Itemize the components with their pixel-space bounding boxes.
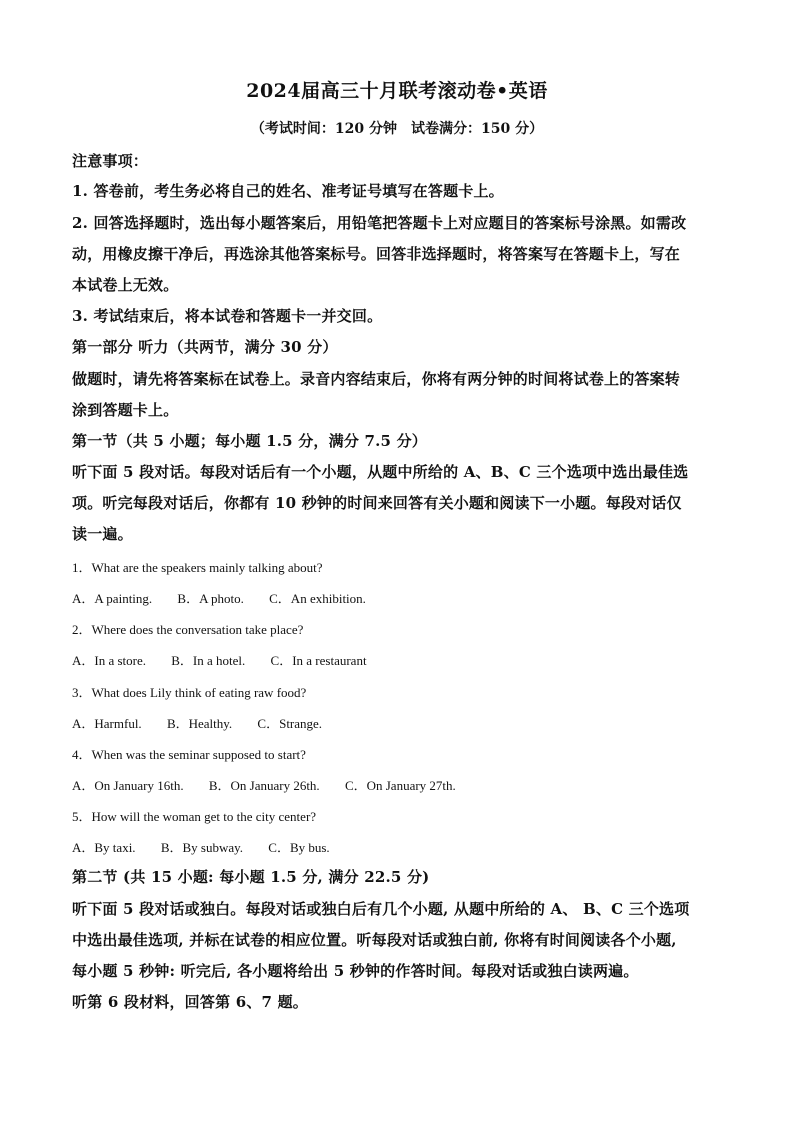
question-stem: 1．What are the speakers mainly talking about? [72,560,323,575]
question-stem: 4．When was the seminar supposed to start? [72,747,306,762]
notice-item-2-line-1: 2. 回答选择题时，选出每小题答案后，用铅笔把答题卡上对应题目的答案标号涂黑。如需改 [72,214,687,232]
question-options [72,713,732,732]
part1-intro-line-2: 涂到答题卡上。 [72,401,179,419]
notice-item-2-line-3: 本试卷上无效。 [72,276,179,294]
option-a: A．A painting. [72,591,153,606]
option-c: C．On January 27th. [344,778,456,793]
question-stem: 5．How will the woman get to the city center? [72,809,317,824]
option-b: B．In a hotel. [171,653,246,668]
exam-subtitle: （考试时间：120 分钟 试卷满分：150 分） [250,121,544,137]
option-b: B．Healthy. [166,716,233,731]
notice-item-3: 3. 考试结束后，将本试卷和答题卡一并交回。 [72,307,383,325]
section2-material: 听第 6 段材料，回答第 6、7 题。 [72,993,309,1011]
question-options [72,588,732,607]
notice-heading: 注意事项： [72,152,149,170]
section2-heading: 第二节 (共 15 小题: 每小题 1.5 分, 满分 22.5 分) [72,868,430,886]
option-b: B．By subway. [160,840,244,855]
option-b: B．On January 26th. [208,778,320,793]
notice-item-2-line-2: 动，用橡皮擦干净后，再选涂其他答案标号。回答非选择题时，将答案写在答题卡上，写在 [72,245,681,263]
section2-intro-line-3: 每小题 5 秒钟: 听完后, 各小题将给出 5 秒钟的作答时间。每段对话或独白读两遍。 [72,962,639,980]
option-b: B．A photo. [177,591,244,606]
section2-intro-line-1: 听下面 5 段对话或独白。每段对话或独白后有几个小题, 从题中所给的 A、 B、C 三个选项 [72,900,690,918]
part1-heading: 第一部分 听力（共两节，满分 30 分） [72,338,338,356]
exam-title: 2024届高三十月联考滚动卷•英语 [246,80,548,102]
section1-intro-line-2: 项。听完每段对话后，你都有 10 秒钟的时间来回答有关小题和阅读下一小题。每段对话仅 [72,494,682,512]
option-c: C．By bus. [268,840,330,855]
section1-heading: 第一节（共 5 小题；每小题 1.5 分，满分 7.5 分） [72,432,427,450]
question-stem: 2．Where does the conversation take place? [72,622,304,637]
section1-intro-line-1: 听下面 5 段对话。每段对话后有一个小题，从题中所给的 A、B、C 三个选项中选出最佳选 [72,463,689,481]
question-stem: 3．What does Lily think of eating raw food? [72,685,307,700]
option-c: C．In a restaurant [270,653,367,668]
section2-intro-line-2: 中选出最佳选项, 并标在试卷的相应位置。听每段对话或独白前, 你将有时间阅读各个小题, [72,931,677,949]
section1-intro-line-3: 读一遍。 [72,525,133,543]
option-a: A．On January 16th. [72,778,184,793]
question-options [72,775,732,794]
option-c: C．Strange. [257,716,323,731]
part1-intro-line-1: 做题时，请先将答案标在试卷上。录音内容结束后，你将有两分钟的时间将试卷上的答案转 [72,370,681,388]
question-options [72,650,732,669]
option-c: C．An exhibition. [269,591,366,606]
question-options [72,837,732,856]
option-a: A．Harmful. [72,716,142,731]
option-a: A．By taxi. [72,840,136,855]
option-a: A．In a store. [72,653,147,668]
notice-item-1: 1. 答卷前，考生务必将自己的姓名、准考证号填写在答题卡上。 [72,182,504,200]
